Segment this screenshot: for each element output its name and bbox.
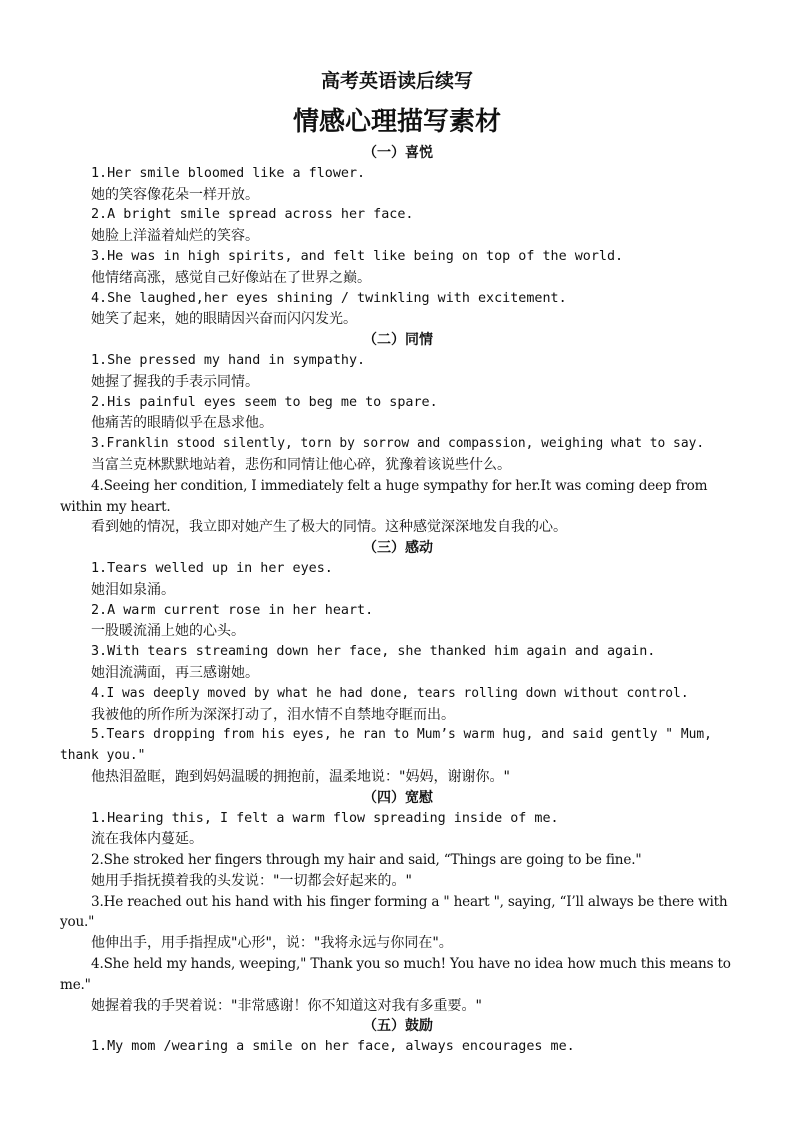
sentence-item (60, 601, 736, 643)
chinese-translation: 他伸出手，用手指捏成"心形"，说："我将永远与你同在"。 (91, 935, 453, 952)
english-sentence: 4.Seeing her condition, I immediately felt a huge sympathy for her.It was coming deep from within my heart. (60, 477, 708, 515)
sentence-item (60, 725, 736, 787)
chinese-translation: 她脸上洋溢着灿烂的笑容。 (91, 228, 259, 245)
document-title: 高考英语读后续写 (320, 70, 473, 92)
chinese-translation: 他痛苦的眼睛似乎在恳求他。 (91, 415, 273, 432)
english-sentence: 2.She stroked her fingers through my hair and said, “Things are going to be fine." (91, 852, 642, 869)
section-comfort (60, 788, 736, 1017)
english-sentence: 3.With tears streaming down her face, she thanked him again and again. (91, 644, 656, 660)
document-subtitle: 情感心理描写素材 (292, 107, 501, 137)
section-encouragement (60, 1016, 736, 1058)
english-sentence: 5.Tears dropping from his eyes, he ran to Mum’s warm hug, and said gently " Mum, thank you." (60, 727, 712, 764)
english-sentence: 4.She laughed,her eyes shining / twinkling with excitement. (91, 290, 567, 306)
section-moved (60, 538, 736, 788)
english-sentence: 2.A warm current rose in her heart. (91, 602, 374, 618)
english-sentence: 2.His painful eyes seem to beg me to spare. (91, 394, 438, 410)
section-sympathy (60, 330, 736, 538)
english-sentence: 2.A bright smile spread across her face. (91, 207, 414, 223)
sentence-item (60, 351, 736, 393)
document-body (60, 143, 736, 1058)
english-sentence: 4.She held my hands, weeping," Thank you so much! You have no idea how much this means to me." (60, 956, 731, 993)
chinese-translation: 她泪流满面，再三感谢她。 (91, 664, 259, 681)
english-sentence: 3.Franklin stood silently, torn by sorrow and compassion, weighing what to say. (91, 436, 705, 452)
english-sentence: 1.My mom /wearing a smile on her face, always encourages me. (91, 1039, 575, 1055)
sentence-item (60, 892, 736, 954)
sentence-item (60, 393, 736, 435)
english-sentence: 1.Hearing this, I felt a warm flow spreading inside of me. (91, 810, 559, 826)
chinese-translation: 看到她的情况，我立即对她产生了极大的同情。这种感觉深深地发自我的心。 (91, 519, 567, 536)
chinese-translation: 他热泪盈眶，跑到妈妈温暖的拥抱前，温柔地说："妈妈，谢谢你。" (91, 768, 510, 785)
english-sentence: 1.Tears welled up in her eyes. (91, 560, 333, 576)
sentence-item (60, 434, 736, 476)
chinese-translation: 一股暖流涌上她的心头。 (91, 623, 245, 640)
sentence-item (60, 289, 736, 331)
chinese-translation: 他情绪高涨，感觉自己好像站在了世界之巅。 (91, 269, 371, 286)
sentence-item (60, 559, 736, 601)
chinese-translation: 我被他的所作所为深深打动了，泪水情不自禁地夺眶而出。 (91, 706, 455, 723)
sentence-item (60, 476, 736, 538)
sentence-item (60, 850, 736, 892)
chinese-translation: 她用手指抚摸着我的头发说："一切都会好起来的。" (91, 872, 412, 889)
sentence-item (60, 247, 736, 289)
chinese-translation: 流在我体内蔓延。 (91, 831, 203, 848)
section-heading: （二）同情 (363, 332, 433, 349)
section-joy (60, 143, 736, 330)
chinese-translation: 她泪如泉涌。 (91, 581, 175, 598)
chinese-translation: 她握了握我的手表示同情。 (91, 373, 259, 390)
chinese-translation: 她的笑容像花朵一样开放。 (91, 186, 259, 203)
sentence-item (60, 954, 736, 1016)
sentence-item (60, 809, 736, 851)
section-heading: （一）喜悦 (363, 145, 433, 161)
english-sentence: 3.He reached out his hand with his finger forming a " heart ", saying, “I’ll always be there with you." (60, 893, 728, 931)
english-sentence: 1.She pressed my hand in sympathy. (91, 352, 366, 368)
section-heading: （五）鼓励 (363, 1018, 433, 1035)
sentence-item (60, 164, 736, 206)
section-heading: （三）感动 (363, 540, 433, 557)
chinese-translation: 她握着我的手哭着说："非常感谢！你不知道这对我有多重要。" (91, 997, 482, 1014)
sentence-item (60, 1037, 736, 1058)
section-heading: （四）宽慰 (363, 789, 433, 806)
english-sentence: 4.I was deeply moved by what he had done, tears rolling down without control. (91, 685, 689, 701)
english-sentence: 1.Her smile bloomed like a flower. (91, 165, 366, 181)
chinese-translation: 当富兰克林默默地站着，悲伤和同情让他心碎，犹豫着该说些什么。 (91, 456, 511, 473)
sentence-item (60, 684, 736, 726)
english-sentence: 3.He was in high spirits, and felt like being on top of the world. (91, 248, 624, 264)
sentence-item (60, 205, 736, 247)
sentence-item (60, 642, 736, 684)
chinese-translation: 她笑了起来，她的眼睛因兴奋而闪闪发光。 (91, 311, 357, 328)
